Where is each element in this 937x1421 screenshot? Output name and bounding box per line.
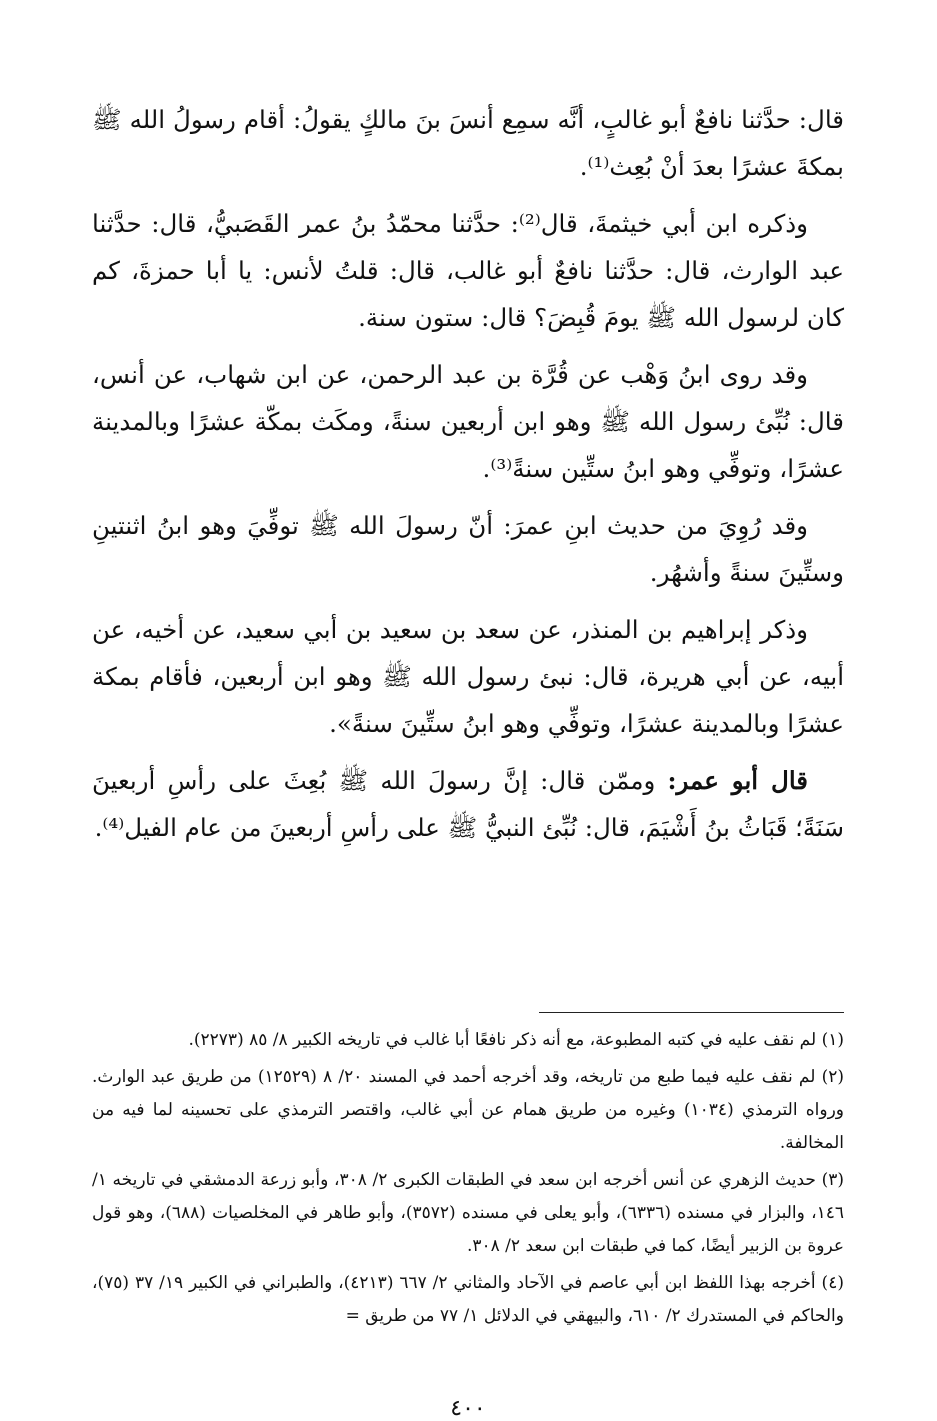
footnote-1: (١) لم نقف عليه في كتبه المطبوعة، مع أنه ذكر نافعًا أبا غالب في تاريخه الكبير ٨/ ٨٥ (٢٢٧٣). [188, 1030, 844, 1050]
footnote-divider [539, 1012, 844, 1013]
page-number: ٤٠٠ [450, 1396, 486, 1421]
footnote-3: (٣) حديث الزهري عن أنس أخرجه ابن سعد في الطبقات الكبرى ٢/ ٣٠٨، وأبو زرعة الدمشقي في تاريخه ١/ ١٤٦، والبزار في مسنده (٦٣٣٦)، وأبو يعلى في مسنده (٣٥٧٢)، وأبو طاهر في المخلصيات (٦٨٨)، وهو قول عروة بن الزبير أيضًا، كما في طبقات ابن سعد ٢/ ٣٠٨. [92, 1170, 844, 1256]
footnote-4: (٤) أخرجه بهذا اللفظ ابن أبي عاصم في الآحاد والمثاني ٢/ ٦٦٧ (٤٢١٣)، والطبراني في الكبير ١٩/ ٣٧ (٧٥)، والحاكم في المستدرك ٢/ ٦١٠، والبيهقي في الدلائل ١/ ٧٧ من طريق = [92, 1273, 844, 1326]
body-paragraph-6-text: وممّن قال: إنَّ رسولَ الله ﷺ بُعِثَ على رأسِ أربعينَ سَنَةً؛ قَبَاثُ بنُ أَشْيَمَ، قال: نُبِّئ النبيُّ ﷺ على رأسِ أربعينَ من عام الفيل⁽⁴⁾. [92, 766, 844, 842]
body-paragraph-1: قال: حدَّثنا نافعٌ أبو غالبٍ، أنَّه سمِع أنسَ بنَ مالكٍ يقولُ: أقام رسولُ الله ﷺ بمكةَ عشرًا بعدَ أنْ بُعِث⁽¹⁾. [92, 105, 844, 181]
body-paragraph-3: وقد روى ابنُ وَهْب عن قُرَّة بن عبد الرحمن، عن ابن شهاب، عن أنس، قال: نُبِّئ رسول الله ﷺ وهو ابن أربعين سنةً، ومكَث بمكّة عشرًا وبالمدينة عشرًا، وتوفِّي وهو ابنُ ستِّين سنةً⁽³⁾. [92, 360, 844, 483]
document-page [92, 96, 844, 1421]
body-paragraph-2: وذكره ابن أبي خيثمةَ، قال⁽²⁾: حدَّثنا محمّدُ بنُ عمر القَصَبيُّ، قال: حدَّثنا عبد الوارث، قال: حدَّثنا نافعٌ أبو غالب، قال: قلتُ لأنس: يا أبا حمزةَ، كم كان لرسول الله ﷺ يومَ قُبِضَ؟ قال: ستون سنة. [92, 209, 844, 332]
speaker-label: قال أبو عمر: [667, 766, 808, 795]
body-paragraph-4: وقد رُوِيَ من حديث ابنِ عمرَ: أنّ رسولَ الله ﷺ توفِّيَ وهو ابنُ اثنتينِ وستِّينَ سنةً وأشهُر. [92, 511, 844, 587]
footnote-2: (٢) لم نقف عليه فيما طبع من تاريخه، وقد أخرجه أحمد في المسند ٢٠/ ٨ (١٢٥٢٩) من طريق عبد الوارث. ورواه الترمذي (١٠٣٤) وغيره من طريق همام عن أبي غالب، واقتصر الترمذي على تحسينه لما فيه من المخالفة. [92, 1067, 844, 1153]
body-paragraph-6 [92, 757, 844, 851]
footnotes-section [92, 1024, 844, 1337]
body-paragraph-5: وذكر إبراهيم بن المنذر، عن سعد بن سعيد بن أبي سعيد، عن أخيه، عن أبيه، عن أبي هريرة، قال: نبئ رسول الله ﷺ وهو ابن أربعين، فأقام بمكة عشرًا وبالمدينة عشرًا، وتوفِّي وهو ابنُ ستِّينَ سنةً». [92, 615, 844, 738]
